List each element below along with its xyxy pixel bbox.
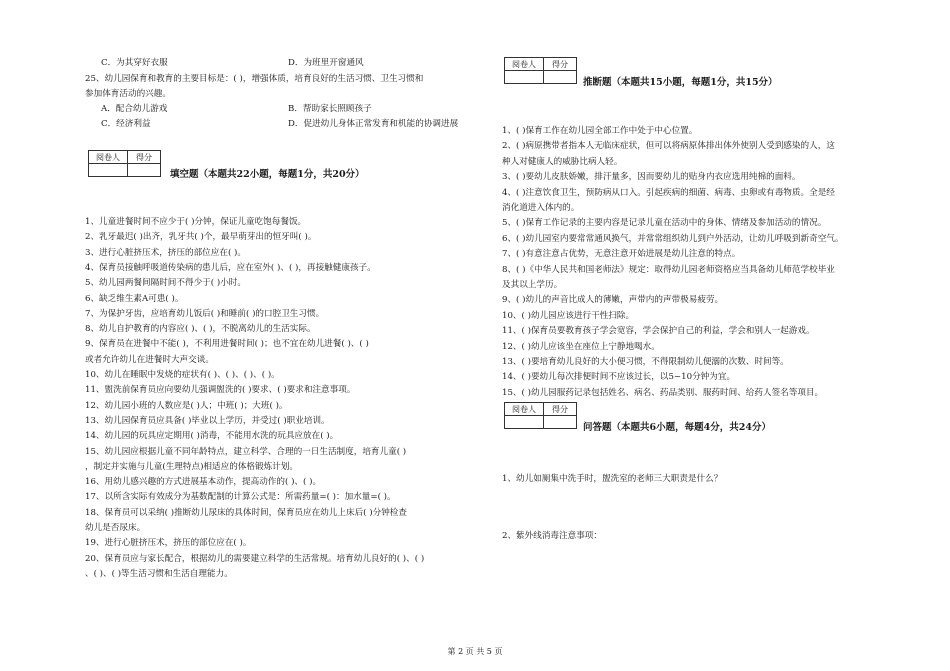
q24-option-c: C．为其穿好衣服: [101, 58, 168, 68]
judge-question-line: 12、( )幼儿应该坐在座位上宁静地喝水。: [502, 341, 660, 352]
fill-question-line: 、( )、( )等生活习惯和生活自理能力。: [85, 568, 233, 579]
fill-question-line: 10、幼儿在睡眠中发烧的症状有( )、( )、( )、( )。: [85, 370, 280, 380]
fill-question-line: 6、缺乏维生素A可患( )。: [85, 293, 184, 304]
q25-option-c: C．经济利益: [101, 119, 151, 129]
judge-question-line: 10、( )幼儿园应该进行干性扫除。: [502, 310, 635, 321]
qa-question-2: 2、紫外线消毒注意事项：: [502, 531, 602, 541]
qa-section-title: 问答题（本题共6小题，每题4分，共24分）: [583, 422, 771, 433]
fill-question-line: 7、为保护牙齿，应培育幼儿饭后( )和睡前( )的口腔卫生习惯。: [85, 308, 325, 319]
fill-question-line: 14、幼儿园的玩具应定期用( )消毒，不能用水洗的玩具应放在( )。: [85, 431, 339, 442]
page-footer: 第 2 页 共 5 页: [447, 647, 503, 656]
score-label: 得分: [544, 403, 577, 416]
score-label: 得分: [128, 151, 161, 164]
fill-question-line: 18、保育员可以采纳( )推断幼儿尿床的具体时间，保育员应在幼儿上床后( )分钟检查: [85, 507, 407, 518]
judge-question-line: 3、( )要幼儿皮肤娇嫩，排汗量多，因而要幼儿的贴身内衣应选用纯棉的面料。: [502, 172, 801, 183]
fill-question-line: 16、用幼儿感兴趣的方式进展基本动作，提高动作的( )、( )。: [85, 477, 322, 488]
fill-question-line: 2、乳牙最迟( )出齐，乳牙共( )个，最早萌芽出的恒牙叫( )。: [85, 232, 317, 243]
score-label: 得分: [544, 58, 577, 71]
qa-question-1: 1、幼儿如厕集中洗手时，盥洗室的老师三大职责是什么？: [502, 474, 723, 484]
reviewer-label: 阅卷人: [89, 151, 128, 164]
q24-option-d: D．为班里开窗通风: [288, 58, 364, 68]
score-cell: [544, 71, 577, 84]
q25-stem-line1: 25、幼儿园保育和教育的主要目标是：( )，增强体质，培育良好的生活习惯、卫生习惯和: [85, 74, 424, 84]
fill-question-line: 17、以所含实际有效成分为基数配制的计算公式是：所需药量=( )：加水量=( )。: [85, 492, 396, 503]
judge-question-line: 13、( )要培育幼儿良好的大小便习惯，不得限制幼儿便溺的次数、时间等。: [502, 357, 789, 367]
reviewer-label: 阅卷人: [505, 403, 544, 416]
judge-question-line: 14、( )要幼儿每次排便时间不应该过长，以5~10分钟为宜。: [502, 372, 736, 383]
judge-question-line: 2、( )病原携带者指本人无临床症状，但可以将病原体排出体外使别人受到感染的人，这: [502, 141, 835, 152]
q25-option-a: A．配合幼儿游戏: [101, 104, 168, 114]
q25-option-b: B．帮助家长照顾孩子: [288, 104, 372, 114]
score-box-fill: [88, 150, 161, 177]
judge-question-line: 8、( )《中华人民共和国老师法》规定：取得幼儿园老师资格应当具备幼儿师范学校毕业: [502, 264, 835, 275]
fill-question-line: 4、保育员接触呼吸道传染病的患儿后，应在室外( )、( )，再接触健康孩子。: [85, 262, 376, 273]
score-box-qa: [504, 402, 577, 429]
judge-question-line: 4、( )注意饮食卫生，预防病从口入。引起疾病的细菌、病毒、虫卵或有毒物质。全是经: [502, 187, 835, 198]
q25-option-d: D．促进幼儿身体正常发育和机能的协调进展: [288, 119, 459, 129]
judge-question-line: 6、( )幼儿园室内要常常通风换气，并常常组织幼儿到户外活动，让幼儿呼吸到新奇空气。: [502, 233, 844, 244]
judge-question-line: 种人对健康人的威胁比病人轻。: [502, 156, 623, 167]
judge-question-line: 7、( )有意注意占优势，无意注意开始进展是幼儿注意的特点。: [502, 249, 741, 260]
judge-question-line: 1、( )保育工作在幼儿园全部工作中处于中心位置。: [502, 126, 698, 136]
fill-question-line: 1、儿童进餐时间不应少于( )分钟，保证儿童吃饱每餐饭。: [85, 217, 307, 227]
fill-question-line: 幼儿是否尿床。: [85, 523, 146, 533]
judge-question-line: 15、( )幼儿园服药记录包括姓名、病名、药品类别、服药时间、给药人签名等项目。: [502, 387, 824, 398]
reviewer-cell: [505, 416, 544, 429]
reviewer-label: 阅卷人: [505, 58, 544, 71]
fill-question-line: 或者允许幼儿在进餐时大声交谈。: [85, 354, 214, 365]
reviewer-cell: [89, 164, 128, 177]
fill-question-line: 11、盥洗前保育员应向要幼儿强调盥洗的( )要求、( )要求和注意事项。: [85, 385, 356, 396]
score-cell: [128, 164, 161, 177]
q25-stem-line2: 参加体育活动的兴趣。: [85, 89, 171, 99]
fill-question-line: 12、幼儿园小班的人数应是( )人；中班( )；大班( )。: [85, 400, 288, 411]
judge-question-line: 11、( )保育员要教育孩子学会宽容，学会保护自己的利益，学会和别人一起游戏。: [502, 326, 815, 337]
reviewer-cell: [505, 71, 544, 84]
fill-question-line: 9、保育员在进餐中不能( )，不利用进餐时间( )；也不宜在幼儿进餐( )、( ): [85, 339, 369, 350]
judge-question-line: 5、( )保育工作记录的主要内容是记录儿童在活动中的身体、情绪及参加活动的情况。: [502, 218, 827, 229]
fill-question-line: 13、幼儿园保育员应具备( )毕业以上学历，并受过( )职业培训。: [85, 415, 330, 426]
fill-question-line: 19、进行心脏挤压术，挤压的部位应在( )。: [85, 538, 252, 549]
judge-question-line: 及其以上学历。: [502, 280, 563, 290]
fill-question-line: 20、保育员应与家长配合，根据幼儿的需要建立科学的生活常规。培育幼儿良好的( )、( ): [85, 553, 425, 564]
fill-question-line: 5、幼儿园两餐间隔时间不得少于( )小时。: [85, 278, 246, 289]
fill-section-title: 填空题（本题共22小题，每题1分，共20分）: [170, 169, 365, 180]
fill-question-line: 8、幼儿自护教育的内容应( )、( )，不脱离幼儿的生活实际。: [85, 324, 316, 335]
fill-question-line: ，制定并实施与儿童(生理特点)相适应的体格锻炼计划。: [85, 461, 298, 472]
judge-question-line: 消化道进入体内的。: [502, 203, 580, 213]
fill-question-line: 15、幼儿园应根据儿童不同年龄特点，建立科学、合理的一日生活制度，培育儿童( ): [85, 446, 407, 457]
fill-question-line: 3、进行心脏挤压术，挤压的部位应在( )。: [85, 247, 246, 258]
score-cell: [544, 416, 577, 429]
judge-question-line: 9、( )幼儿的声音比成人的薄嫩，声带内的声带极易疲劳。: [502, 295, 724, 306]
judge-section-title: 推断题（本题共15小题，每题1分，共15分）: [583, 77, 778, 88]
score-box-judge: [504, 57, 577, 84]
